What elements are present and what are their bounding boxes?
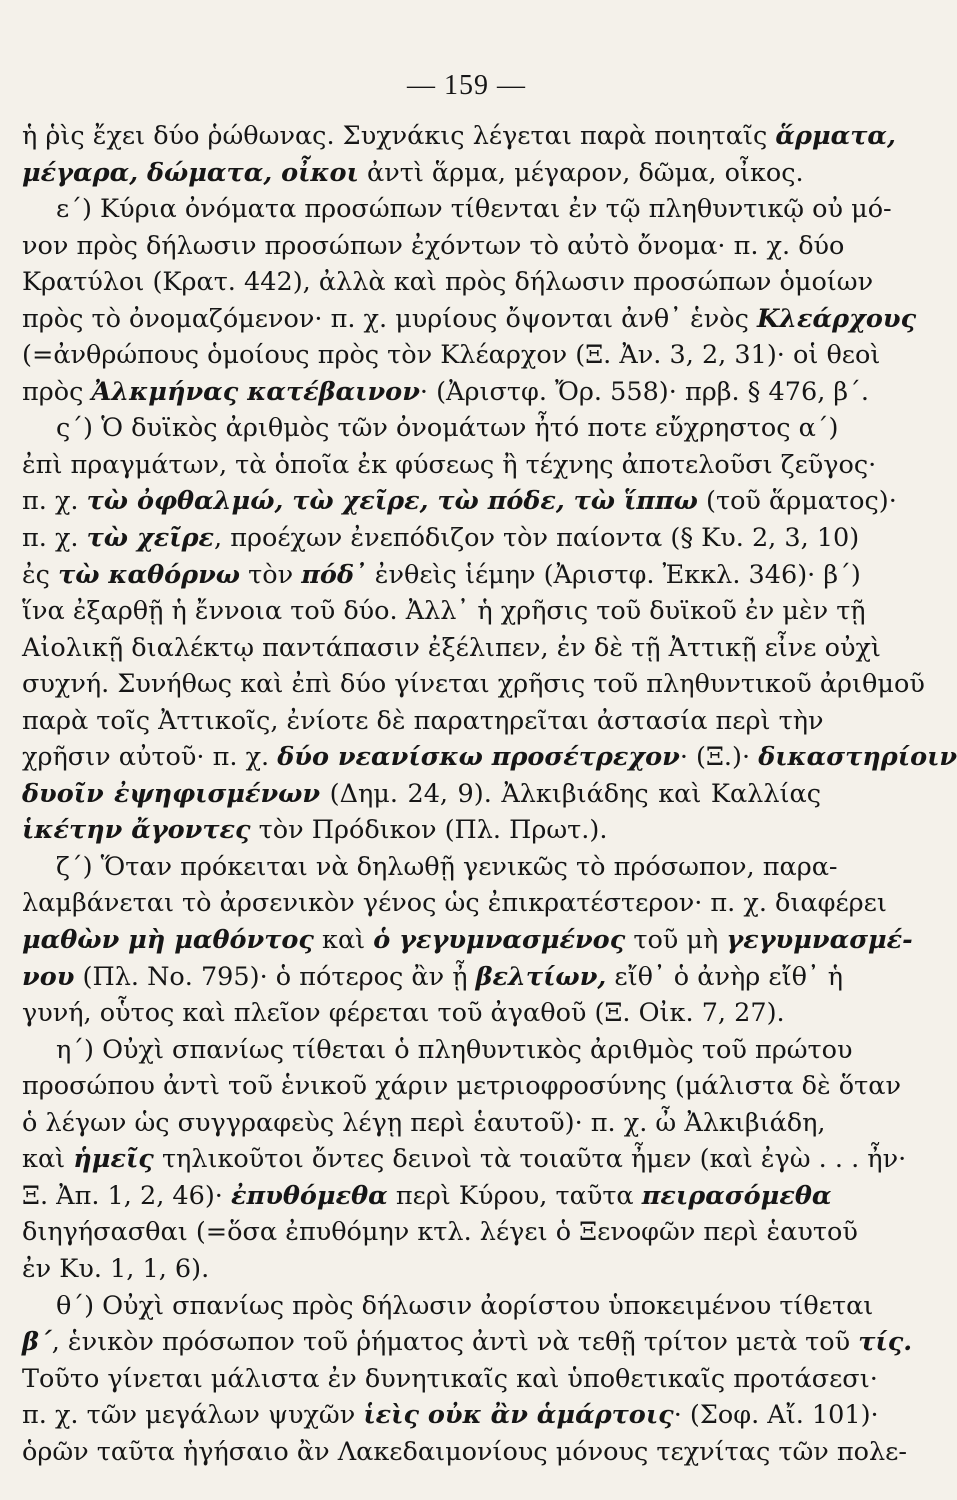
text-run: ς΄) Ὁ δυϊκὸς ἀριθμὸς τῶν ὀνομάτων ἦτό ποτε εὔχρηστος α΄) xyxy=(56,413,839,444)
text-line xyxy=(22,922,913,959)
text-run: θ΄) Οὐχὶ σπανίως πρὸς δήλωσιν ἀορίστου ὑποκειμένου τίθεται xyxy=(56,1290,874,1321)
text-run: , ἑνικὸν πρόσωπον τοῦ ῥήματος ἀντὶ νὰ τεθῇ τρίτον μετὰ τοῦ xyxy=(51,1327,859,1358)
emphasized-text: τίς. xyxy=(858,1327,913,1358)
emphasized-text: ἱκέτην ἄγοντες xyxy=(22,815,251,846)
emphasized-text: μέγαρα, δώματα, οἶκοι xyxy=(22,157,359,188)
emphasized-text: δύο νεανίσκω προσέτρεχον xyxy=(277,742,680,773)
emphasized-text: δυοῖν ἐψηφισμένων xyxy=(22,778,321,809)
text-line xyxy=(22,1068,901,1105)
text-line xyxy=(22,191,892,228)
page-number: — 159 — xyxy=(407,70,526,101)
text-run: Αἰολικῇ διαλέκτῳ παντάπασιν ἐξέλιπεν, ἐν δὲ τῇ Ἀττικῇ εἶνε οὐχὶ xyxy=(22,632,881,663)
text-line xyxy=(22,155,821,192)
emphasized-text: τὼ ὀφθαλμώ, τὼ χεῖρε, τὼ πόδε, τὼ ἵππω xyxy=(86,486,698,517)
emphasized-text: βελτίων, xyxy=(475,961,607,992)
text-run: λαμβάνεται τὸ ἀρσενικὸν γένος ὡς ἐπικρατέστερον· π. χ. διαφέρει xyxy=(22,888,887,919)
text-line xyxy=(22,447,877,484)
text-run: η΄) Οὐχὶ σπανίως τίθεται ὁ πληθυντικὸς ἀριθμὸς τοῦ πρώτου xyxy=(56,1034,853,1065)
text-line xyxy=(22,1032,853,1069)
text-run: · (Ξ.)· xyxy=(679,742,759,773)
text-line xyxy=(22,849,838,886)
text-run: τὸν xyxy=(240,559,302,590)
text-line xyxy=(22,1397,879,1434)
emphasized-text: β΄ xyxy=(22,1327,52,1358)
text-run: ὁρῶν ταῦτα ἡγήσαιο ἂν Λακεδαιμονίους μόνους τεχνίτας τῶν πολε- xyxy=(22,1436,907,1467)
text-run: ἐν Κυ. 1, 1, 6). xyxy=(22,1253,210,1284)
text-run: καὶ xyxy=(313,925,374,956)
text-run: γυνή, οὗτος καὶ πλεῖον φέρεται τοῦ ἀγαθοῦ (Ξ. Οἰκ. 7, 27). xyxy=(22,998,785,1029)
text-run: τηλικοῦτοι ὄντες δεινοὶ τὰ τοιαῦτα ἦμεν (καὶ ἐγὼ . . . ἦν· xyxy=(153,1144,907,1175)
text-run: χρῆσιν αὐτοῦ· π. χ. xyxy=(22,742,278,773)
text-line xyxy=(22,739,957,776)
text-run: ἡ ῥὶς ἔχει δύο ῥώθωνας. Συχνάκις λέγεται παρὰ ποιηταῖς xyxy=(22,121,776,151)
text-run: Κρατύλοι (Κρατ. 442), ἀλλὰ καὶ πρὸς δήλωσιν προσώπων ὁμοίων xyxy=(22,267,874,298)
text-line xyxy=(22,1324,913,1361)
text-run: περὶ Κύρου, ταῦτα xyxy=(387,1180,642,1211)
emphasized-text: ὁ γεγυμνασμένος xyxy=(373,925,626,956)
text-line xyxy=(22,1105,826,1142)
text-run: π. χ. τῶν μεγάλων ψυχῶν xyxy=(22,1400,364,1431)
text-line xyxy=(22,666,925,703)
text-line xyxy=(22,1214,858,1251)
text-run: εἴθ᾽ ὁ ἀνὴρ εἴθ᾽ ἡ xyxy=(606,961,844,992)
emphasized-text: Κλεάρχους xyxy=(757,303,917,334)
text-run: ε΄) Κύρια ὀνόματα προσώπων τίθενται ἐν τῷ πληθυντικῷ οὐ μό- xyxy=(56,194,892,225)
text-line xyxy=(22,374,870,411)
text-line xyxy=(22,483,897,520)
text-line xyxy=(22,1178,832,1215)
emphasized-text: δικαστηρίοιν xyxy=(758,742,957,773)
text-line xyxy=(22,703,824,740)
text-run: π. χ. xyxy=(22,486,87,517)
emphasized-text: τὼ χεῖρε xyxy=(86,523,215,554)
text-run: καὶ xyxy=(22,1144,74,1175)
text-run: διηγήσασθαι (=ὅσα ἐπυθόμην κτλ. λέγει ὁ Ξενοφῶν περὶ ἑαυτοῦ xyxy=(22,1217,858,1248)
text-run: τὸν Πρόδικον (Πλ. Πρωτ.). xyxy=(250,815,608,846)
emphasized-text: νου xyxy=(22,961,75,992)
text-line xyxy=(22,337,881,374)
text-run: ζ΄) Ὅταν πρόκειται νὰ δηλωθῇ γενικῶς τὸ πρόσωπον, παρα- xyxy=(56,851,838,882)
text-run: π. χ. xyxy=(22,523,87,554)
text-run: ἵνα ἐξαρθῇ ἡ ἔννοια τοῦ δύο. Ἀλλ᾽ ἡ χρῆσις τοῦ δυϊκοῦ ἐν μὲν τῇ xyxy=(22,596,866,627)
text-line xyxy=(22,228,845,265)
text-line xyxy=(22,959,844,996)
emphasized-text: Ἀλκμήνας κατέβαινον xyxy=(91,376,420,407)
text-line xyxy=(22,301,917,338)
emphasized-text: πειρασόμεθα xyxy=(641,1180,832,1211)
emphasized-text: ἱεὶς οὐκ ἂν ἁμάρτοις xyxy=(363,1400,674,1431)
emphasized-text: ἅρματα, xyxy=(775,121,896,151)
text-line xyxy=(22,520,860,557)
text-run: (Δημ. 24, 9). Ἀλκιβιάδης καὶ Καλλίας xyxy=(320,778,821,809)
text-line xyxy=(22,776,821,813)
text-run: πρὸς xyxy=(22,376,92,407)
text-line xyxy=(22,264,874,301)
emphasized-text: μαθὼν μὴ μαθόντος xyxy=(22,925,314,956)
text-line xyxy=(22,1361,878,1398)
text-run: · (Σοφ. Αἴ. 101)· xyxy=(673,1400,879,1431)
emphasized-text: ἡμεῖς xyxy=(73,1144,154,1175)
text-line xyxy=(22,630,881,667)
text-line xyxy=(22,1141,907,1178)
text-run: (Πλ. Νο. 795)· ὁ πότερος ἂν ᾖ xyxy=(74,961,476,992)
text-line xyxy=(22,593,866,630)
text-run: , προέχων ἐνεπόδιζον τὸν παίοντα (§ Κυ. 2, 3, 10) xyxy=(214,523,860,554)
emphasized-text: ἐπυθόμεθα xyxy=(231,1180,388,1211)
text-run: ἀντὶ ἅρμα, μέγαρον, δῶμα, οἶκος. xyxy=(358,157,804,188)
emphasized-text: πόδ᾽ xyxy=(301,559,367,590)
text-run: ἐπὶ πραγμάτων, τὰ ὁποῖα ἐκ φύσεως ἢ τέχνης ἀποτελοῦσι ζεῦγος· xyxy=(22,449,877,480)
text-line xyxy=(22,1288,874,1325)
text-line xyxy=(22,1434,907,1471)
text-line xyxy=(22,410,839,447)
text-run: Ξ. Ἀπ. 1, 2, 46)· xyxy=(22,1180,232,1211)
body-text xyxy=(22,118,957,1470)
text-run: παρὰ τοῖς Ἀττικοῖς, ἐνίοτε δὲ παρατηρεῖται ἀστασία περὶ τὴν xyxy=(22,705,824,736)
text-run: νον πρὸς δήλωσιν προσώπων ἐχόντων τὸ αὐτὸ ὄνομα· π. χ. δύο xyxy=(22,230,845,261)
text-run: πρὸς τὸ ὀνομαζόμενον· π. χ. μυρίους ὄψονται ἀνθ᾽ ἑνὸς xyxy=(22,303,758,334)
text-line xyxy=(22,557,861,594)
text-line xyxy=(22,995,821,1032)
text-run: ὁ λέγων ὡς συγγραφεὺς λέγῃ περὶ ἑαυτοῦ)· π. χ. ὦ Ἀλκιβιάδη, xyxy=(22,1107,826,1138)
text-run: προσώπου ἀντὶ τοῦ ἑνικοῦ χάριν μετριοφροσύνης (μάλιστα δὲ ὅταν xyxy=(22,1071,901,1102)
text-line xyxy=(22,1251,821,1288)
text-run: ἐνθεὶς ἱέμην (Ἀριστφ. Ἐκκλ. 346)· β΄) xyxy=(366,559,861,590)
text-run: (=ἀνθρώπους ὁμοίους πρὸς τὸν Κλέαρχον (Ξ. Ἀν. 3, 2, 31)· οἱ θεοὶ xyxy=(22,340,881,371)
text-line xyxy=(22,885,887,922)
text-run: · (Ἀριστφ. Ὄρ. 558)· πρβ. § 476, β΄. xyxy=(419,376,870,407)
emphasized-text: γεγυμνασμέ- xyxy=(726,925,913,956)
text-run: συχνή. Συνήθως καὶ ἐπὶ δύο γίνεται χρῆσις τοῦ πληθυντικοῦ ἀριθμοῦ xyxy=(22,669,925,700)
text-run: τοῦ μὴ xyxy=(625,925,727,956)
text-run: Τοῦτο γίνεται μάλιστα ἐν δυνητικαῖς καὶ ὑποθετικαῖς προτάσεσι· xyxy=(22,1363,878,1394)
text-line xyxy=(22,812,821,849)
text-line xyxy=(22,118,896,155)
text-run: (τοῦ ἅρματος)· xyxy=(697,486,897,517)
emphasized-text: τὼ καθόρνω xyxy=(58,559,241,590)
text-run: ἐς xyxy=(22,559,59,590)
